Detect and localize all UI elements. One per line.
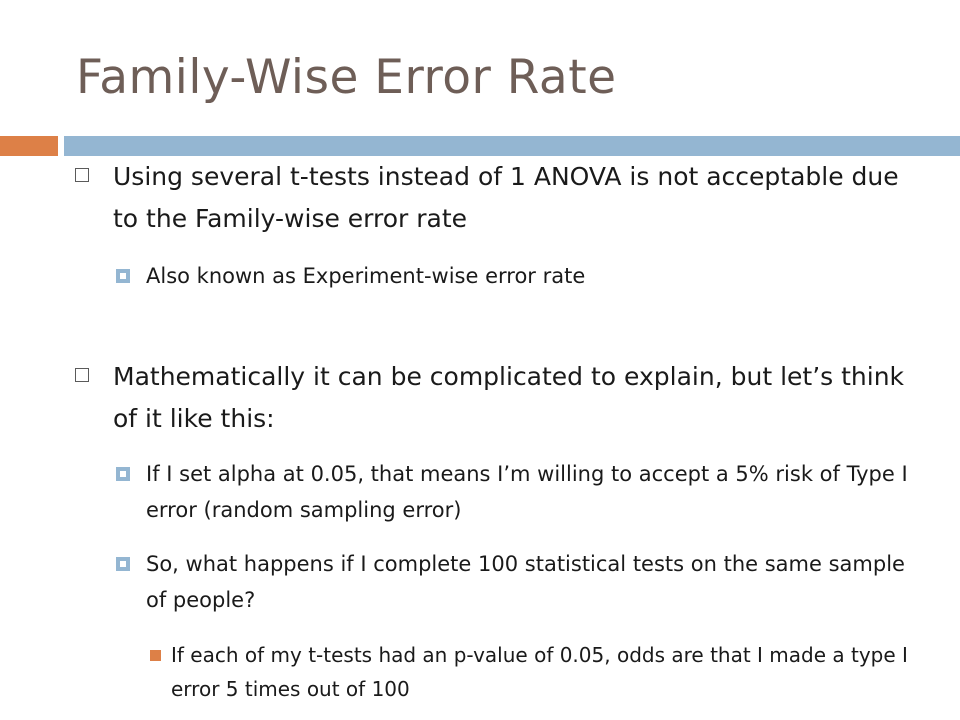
square-bullet-icon <box>116 269 130 283</box>
bullet-2-sub-2 <box>146 546 916 618</box>
bullet-2-sub-2-text: So, what happens if I complete 100 statistical tests on the same sample of people? <box>146 552 905 612</box>
square-bullet-icon <box>116 467 130 481</box>
orange-square-bullet-icon <box>150 650 161 661</box>
square-bullet-icon <box>116 557 130 571</box>
title-divider-blue <box>64 136 960 156</box>
bullet-2-subsub-1-text: If each of my t-tests had an p-value of 0.05, odds are that I made a type I error 5 times out of 100 <box>171 643 908 701</box>
bullet-2-sub-1 <box>146 456 916 528</box>
bullet-2-sub-1-text: If I set alpha at 0.05, that means I’m willing to accept a 5% risk of Type I error (random sampling error) <box>146 462 908 522</box>
title-divider-orange <box>0 136 58 156</box>
bullet-1-sub-1-text: Also known as Experiment-wise error rate <box>146 264 586 288</box>
bullet-1-text: Using several t-tests instead of 1 ANOVA is not acceptable due to the Family-wise error rate <box>113 162 899 233</box>
bullet-2 <box>113 356 913 440</box>
bullet-1 <box>113 156 913 240</box>
bullet-2-text: Mathematically it can be complicated to explain, but let’s think of it like this: <box>113 362 905 433</box>
slide-title: Family-Wise Error Rate <box>76 50 617 105</box>
bullet-1-sub-1 <box>146 258 916 294</box>
bullet-2-subsub-1 <box>171 638 931 706</box>
hollow-square-bullet-icon <box>75 368 89 382</box>
hollow-square-bullet-icon <box>75 168 89 182</box>
